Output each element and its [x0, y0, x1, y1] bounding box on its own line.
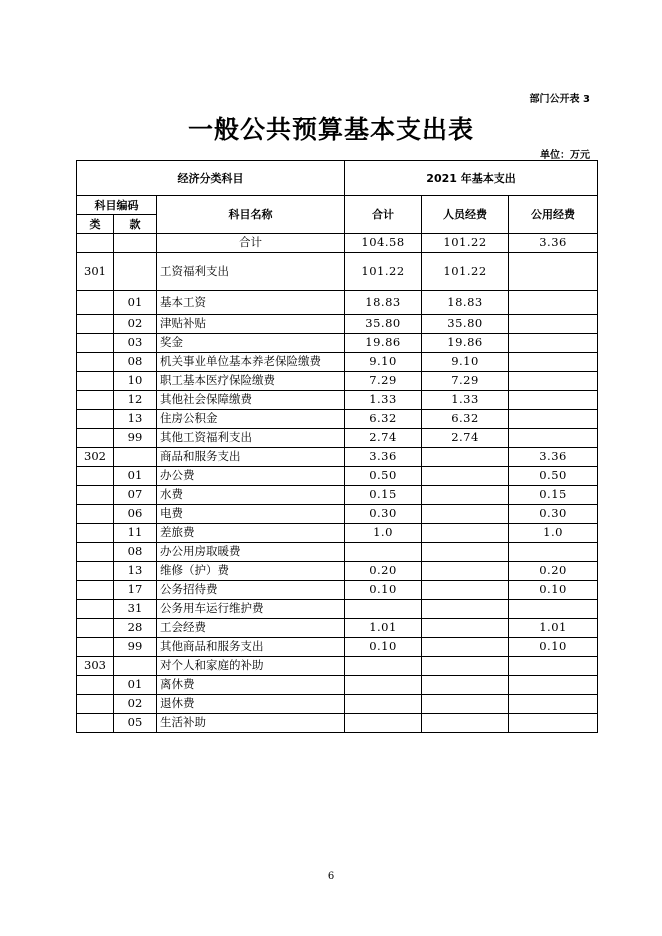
header-code: 科目编码: [77, 196, 157, 215]
item-name: 办公用房取暖费: [157, 543, 345, 562]
item-code: 13: [114, 410, 157, 429]
total-value: 1.01: [345, 619, 422, 638]
summary-personnel: 101.22: [422, 234, 509, 253]
class-code: [77, 486, 114, 505]
total-value: 7.29: [345, 372, 422, 391]
total-value: [345, 714, 422, 733]
personnel-value: 1.33: [422, 391, 509, 410]
table-row: [77, 581, 598, 600]
item-name: 公务招待费: [157, 581, 345, 600]
table-row: [77, 486, 598, 505]
public-value: [509, 695, 598, 714]
table-row: [77, 291, 598, 315]
total-value: [345, 695, 422, 714]
table-row: [77, 714, 598, 733]
header-total: 合计: [345, 196, 422, 234]
item-code: 01: [114, 467, 157, 486]
personnel-value: [422, 619, 509, 638]
item-code: 05: [114, 714, 157, 733]
item-code: 02: [114, 315, 157, 334]
personnel-value: 18.83: [422, 291, 509, 315]
item-name: 差旅费: [157, 524, 345, 543]
table-row: [77, 657, 598, 676]
budget-table-body: [77, 161, 598, 733]
item-code: [114, 448, 157, 467]
public-value: [509, 253, 598, 291]
class-code: 301: [77, 253, 114, 291]
class-code: [77, 334, 114, 353]
class-code: [77, 524, 114, 543]
personnel-value: [422, 467, 509, 486]
table-row: [77, 600, 598, 619]
class-code: [77, 619, 114, 638]
class-code: [77, 600, 114, 619]
class-code: [77, 505, 114, 524]
summary-item-cell: [114, 234, 157, 253]
personnel-value: [422, 505, 509, 524]
class-code: [77, 429, 114, 448]
item-name: 职工基本医疗保险缴费: [157, 372, 345, 391]
personnel-value: [422, 486, 509, 505]
item-code: 03: [114, 334, 157, 353]
total-value: 0.15: [345, 486, 422, 505]
item-name: 对个人和家庭的补助: [157, 657, 345, 676]
public-value: 0.30: [509, 505, 598, 524]
personnel-value: [422, 562, 509, 581]
item-name: 电费: [157, 505, 345, 524]
header-econ-class: 经济分类科目: [77, 161, 345, 196]
total-value: [345, 600, 422, 619]
item-name: 商品和服务支出: [157, 448, 345, 467]
table-row: [77, 253, 598, 291]
item-code: 07: [114, 486, 157, 505]
public-value: [509, 676, 598, 695]
item-name: 津贴补贴: [157, 315, 345, 334]
public-value: 0.10: [509, 581, 598, 600]
table-row: [77, 638, 598, 657]
personnel-value: 7.29: [422, 372, 509, 391]
item-name: 其他工资福利支出: [157, 429, 345, 448]
total-value: 18.83: [345, 291, 422, 315]
public-value: 3.36: [509, 448, 598, 467]
class-code: [77, 543, 114, 562]
table-row: [77, 372, 598, 391]
personnel-value: [422, 581, 509, 600]
table-row: [77, 467, 598, 486]
item-code: [114, 657, 157, 676]
item-code: 02: [114, 695, 157, 714]
class-code: [77, 291, 114, 315]
personnel-value: [422, 600, 509, 619]
public-value: 0.15: [509, 486, 598, 505]
personnel-value: 35.80: [422, 315, 509, 334]
item-code: 06: [114, 505, 157, 524]
item-name: 生活补助: [157, 714, 345, 733]
personnel-value: [422, 524, 509, 543]
public-value: [509, 353, 598, 372]
item-name: 其他商品和服务支出: [157, 638, 345, 657]
public-value: [509, 657, 598, 676]
table-row: [77, 676, 598, 695]
personnel-value: [422, 695, 509, 714]
header-item: 款: [114, 215, 157, 234]
personnel-value: 2.74: [422, 429, 509, 448]
public-value: [509, 714, 598, 733]
item-code: [114, 253, 157, 291]
table-row: [77, 391, 598, 410]
class-code: 302: [77, 448, 114, 467]
item-name: 基本工资: [157, 291, 345, 315]
table-row: [77, 410, 598, 429]
table-row: [77, 429, 598, 448]
class-code: [77, 695, 114, 714]
public-value: 0.10: [509, 638, 598, 657]
public-value: [509, 372, 598, 391]
public-value: [509, 600, 598, 619]
total-value: 0.20: [345, 562, 422, 581]
header-class: 类: [77, 215, 114, 234]
personnel-value: 6.32: [422, 410, 509, 429]
personnel-value: [422, 657, 509, 676]
summary-public: 3.36: [509, 234, 598, 253]
item-code: 10: [114, 372, 157, 391]
unit-label: 单位：万元: [540, 150, 590, 161]
item-name: 工会经费: [157, 619, 345, 638]
class-code: [77, 410, 114, 429]
item-code: 13: [114, 562, 157, 581]
personnel-value: [422, 543, 509, 562]
personnel-value: 101.22: [422, 253, 509, 291]
budget-table: [76, 160, 598, 733]
public-value: [509, 334, 598, 353]
item-code: 31: [114, 600, 157, 619]
item-code: 01: [114, 291, 157, 315]
class-code: [77, 638, 114, 657]
table-row: [77, 505, 598, 524]
class-code: [77, 714, 114, 733]
page-title: 一般公共预算基本支出表: [187, 115, 474, 144]
document-tag: 部门公开表 3: [529, 94, 590, 105]
total-value: 0.30: [345, 505, 422, 524]
item-name: 工资福利支出: [157, 253, 345, 291]
total-value: 19.86: [345, 334, 422, 353]
total-value: 101.22: [345, 253, 422, 291]
item-code: 01: [114, 676, 157, 695]
item-code: 12: [114, 391, 157, 410]
public-value: 0.50: [509, 467, 598, 486]
summary-name: 合计: [157, 234, 345, 253]
public-value: [509, 315, 598, 334]
class-code: [77, 391, 114, 410]
class-code: [77, 467, 114, 486]
item-code: 99: [114, 638, 157, 657]
total-value: [345, 543, 422, 562]
class-code: [77, 372, 114, 391]
total-value: 1.33: [345, 391, 422, 410]
item-name: 机关事业单位基本养老保险缴费: [157, 353, 345, 372]
table-row: [77, 524, 598, 543]
item-name: 维修（护）费: [157, 562, 345, 581]
total-value: [345, 676, 422, 695]
class-code: [77, 676, 114, 695]
item-code: 08: [114, 543, 157, 562]
class-code: [77, 562, 114, 581]
personnel-value: [422, 448, 509, 467]
personnel-value: [422, 714, 509, 733]
class-code: [77, 581, 114, 600]
total-value: 0.10: [345, 638, 422, 657]
table-row: [77, 448, 598, 467]
summary-total: 104.58: [345, 234, 422, 253]
personnel-value: [422, 676, 509, 695]
personnel-value: 19.86: [422, 334, 509, 353]
public-value: [509, 429, 598, 448]
public-value: [509, 391, 598, 410]
header-year-basic: 2021 年基本支出: [345, 161, 598, 196]
class-code: [77, 353, 114, 372]
item-name: 离休费: [157, 676, 345, 695]
item-code: 08: [114, 353, 157, 372]
item-name: 办公费: [157, 467, 345, 486]
personnel-value: 9.10: [422, 353, 509, 372]
item-code: 11: [114, 524, 157, 543]
header-personnel: 人员经费: [422, 196, 509, 234]
item-name: 奖金: [157, 334, 345, 353]
class-code: [77, 315, 114, 334]
item-name: 退休费: [157, 695, 345, 714]
class-code: 303: [77, 657, 114, 676]
table-row: [77, 334, 598, 353]
item-name: 住房公积金: [157, 410, 345, 429]
total-value: 1.0: [345, 524, 422, 543]
table-row: [77, 353, 598, 372]
personnel-value: [422, 638, 509, 657]
total-value: 9.10: [345, 353, 422, 372]
public-value: [509, 291, 598, 315]
total-value: 0.10: [345, 581, 422, 600]
total-value: 3.36: [345, 448, 422, 467]
header-public: 公用经费: [509, 196, 598, 234]
total-value: 0.50: [345, 467, 422, 486]
public-value: [509, 543, 598, 562]
summary-class-cell: [77, 234, 114, 253]
public-value: [509, 410, 598, 429]
header-name: 科目名称: [157, 196, 345, 234]
table-row: [77, 695, 598, 714]
public-value: 1.0: [509, 524, 598, 543]
item-code: 99: [114, 429, 157, 448]
public-value: 1.01: [509, 619, 598, 638]
public-value: 0.20: [509, 562, 598, 581]
table-row: [77, 562, 598, 581]
total-value: 35.80: [345, 315, 422, 334]
item-name: 公务用车运行维护费: [157, 600, 345, 619]
table-row: [77, 619, 598, 638]
item-name: 水费: [157, 486, 345, 505]
table-row: [77, 315, 598, 334]
summary-row: [77, 234, 598, 253]
item-code: 17: [114, 581, 157, 600]
total-value: 2.74: [345, 429, 422, 448]
table-row: [77, 543, 598, 562]
item-code: 28: [114, 619, 157, 638]
total-value: 6.32: [345, 410, 422, 429]
page-number: 6: [327, 871, 335, 882]
total-value: [345, 657, 422, 676]
item-name: 其他社会保障缴费: [157, 391, 345, 410]
